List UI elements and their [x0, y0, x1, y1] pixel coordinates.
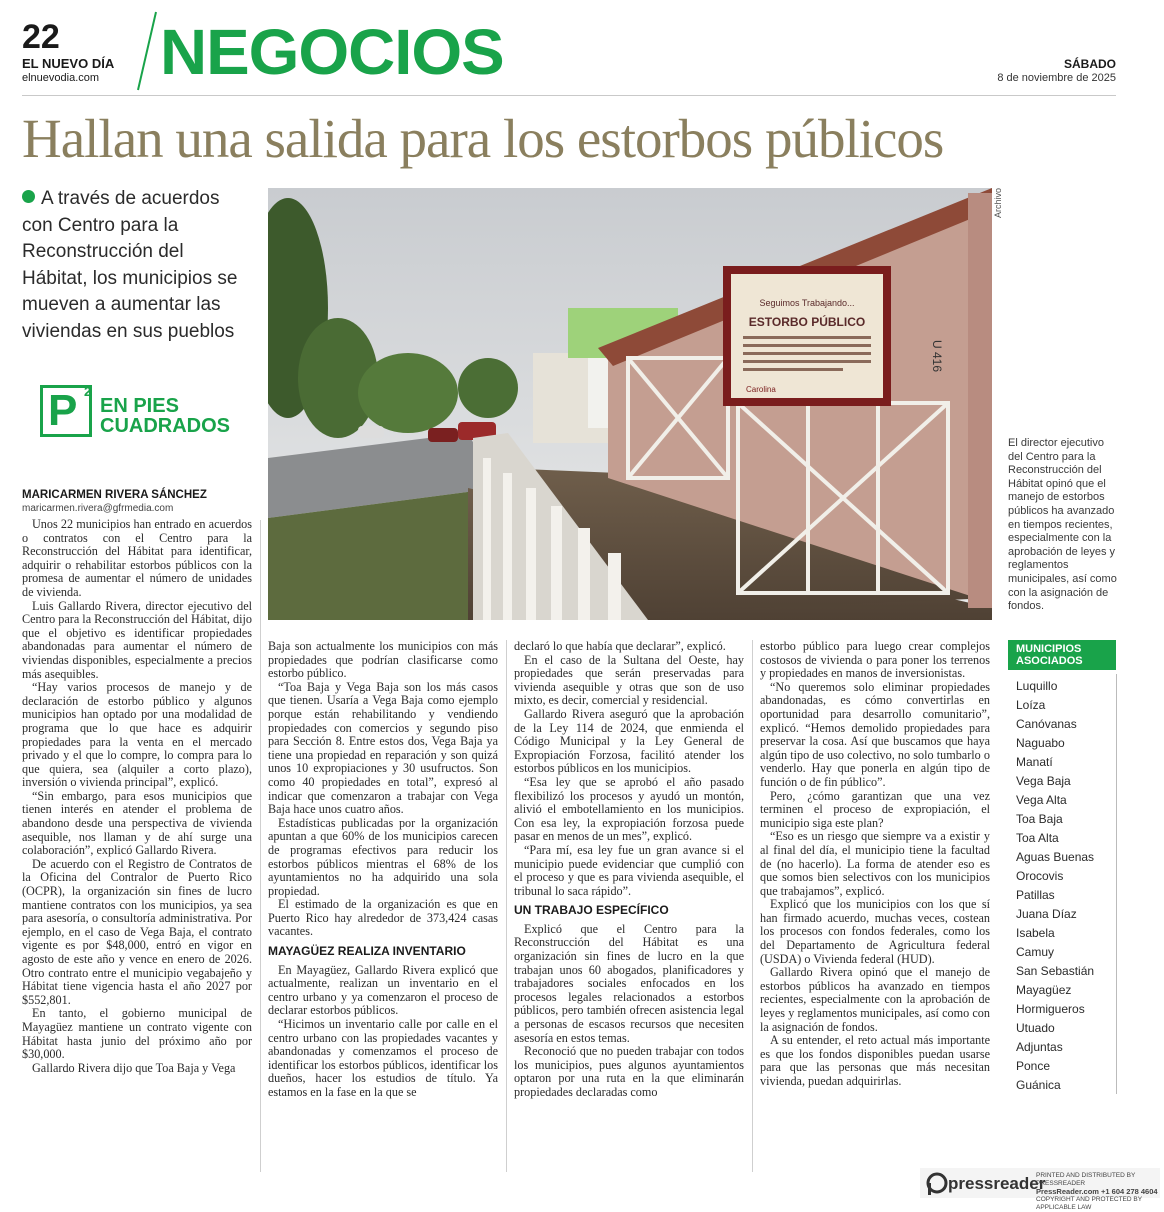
- list-item: Isabela: [1016, 926, 1055, 940]
- list-item: Orocovis: [1016, 869, 1064, 883]
- photo-sign-title: ESTORBO PÚBLICO: [748, 315, 866, 329]
- logo-text-line2: CUADRADOS: [100, 415, 230, 437]
- column-divider: [506, 640, 507, 1172]
- deck-text: A través de acuerdos con Centro para la Reconstrucción del Hábitat, los municipios se mueven a aumentar las viviendas en sus pueblos: [22, 188, 238, 342]
- list-item: Hormigueros: [1016, 1002, 1085, 1016]
- pressreader-notice: [1036, 1172, 1160, 1212]
- paragraph: Luis Gallardo Rivera, director ejecutivo del Centro para la Reconstrucción del Hábitat, dijo que el objetivo es identificar propiedades abandonadas para aumentar el número de viviendas disponibles, especialmente a precios más asequibles.: [22, 598, 252, 681]
- paragraph: El estimado de la organización es que en Puerto Rico hay alrededor de 373,424 casas vacantes.: [268, 897, 498, 939]
- article-column-4: [760, 640, 990, 1172]
- paragraph: Gallardo Rivera dijo que Toa Baja y Vega: [32, 1060, 236, 1075]
- list-item: Toa Baja: [1016, 812, 1063, 826]
- list-item: Aguas Buenas: [1016, 850, 1095, 864]
- header-rule: [22, 95, 1116, 96]
- paragraph: Gallardo Rivera aseguró que la aprobación de la Ley 114 de 2024, que enmienda el Código Municipal y la Ley General de Expropiación Forzosa, facilitó atender los estorbos públicos en los municipios.: [514, 706, 744, 776]
- article-column-2: [268, 640, 498, 1172]
- list-item: Mayagüez: [1016, 983, 1072, 997]
- paragraph: En Mayagüez, Gallardo Rivera explicó que actualmente, realizan un inventario en el centro urbano y ya comenzaron el proceso de declarar estorbos públicos.: [268, 962, 498, 1018]
- paragraph: estorbo público para luego crear complejos costosos de vivienda o para poner los terrenos y propiedades en manos de inversionistas.: [760, 640, 990, 681]
- paragraph: Explicó que el Centro para la Reconstrucción del Hábitat es una organización sin fines de lucro en la que trabajan unos 60 abogados, planificadores y trabajadores sociales enfocados en los procesos legales relacionados a estorbos públicos, pero también ofrecen asistencia legal a personas de escasos recursos que necesiten asesoría en estos temas.: [514, 921, 744, 1045]
- list-item: Loíza: [1016, 698, 1046, 712]
- section-title: NEGOCIOS: [160, 16, 504, 88]
- list-item: Utuado: [1016, 1021, 1055, 1035]
- column-divider: [260, 520, 261, 1172]
- paragraph: “Eso es un riesgo que siempre va a existir y al final del día, el municipio tiene la facultad de (no hacerlo). La forma de atender eso es que somos bien selectivos con los municipios que trabajamos”, explicó.: [760, 829, 990, 898]
- list-item: Juana Díaz: [1016, 907, 1077, 921]
- article-headline: Hallan una salida para los estorbos públicos: [22, 108, 944, 169]
- newspaper-website: elnuevodia.com: [22, 72, 100, 84]
- issue-day: SÁBADO: [1063, 57, 1116, 71]
- paragraph: Baja son actualmente los municipios con más propiedades que podrían clasificarse como estorbo público.: [268, 640, 498, 681]
- pressreader-line1: PRINTED AND DISTRIBUTED BY PRESSREADER: [1036, 1172, 1136, 1187]
- page-number: 22: [22, 18, 60, 56]
- paragraph: A su entender, el reto actual más importante es que los fondos disponibles puedan usarse para que las personas que más necesitan vivienda, puedan adquirirlas.: [760, 1033, 990, 1088]
- pressreader-brand: pressreader: [948, 1174, 1046, 1193]
- paragraph: Explicó que los municipios con los que sí han firmado acuerdo, muchas veces, costean los procesos con fondos federales, como los del Departamento de Agricultura federal (USDA) o Vivienda federal (HUD).: [760, 897, 990, 966]
- column-divider: [752, 640, 753, 1172]
- logo-text-line1: EN PIES: [100, 395, 179, 417]
- subheading: UN TRABAJO ESPECÍFICO: [514, 903, 669, 918]
- list-item: Toa Alta: [1016, 831, 1059, 845]
- sidebar-title: MUNICIPIOS ASOCIADOS: [1008, 640, 1116, 670]
- photo-sign-brand: Carolina: [746, 385, 776, 394]
- pressreader-line3: COPYRIGHT AND PROTECTED BY APPLICABLE LAW: [1036, 1196, 1142, 1211]
- article-photo: [268, 188, 992, 620]
- paragraph: “No queremos solo eliminar propiedades abandonadas, es cómo convertirlas en oportunidad para desarrollo comunitario”, explicó. “Hemos demolido propiedades para preservar la cosa. Así que buscamos que haya algún tipo de uso colectivo, no solo tumbarlo o venderlo. Hay que ponerla en algún tipo de función o de fin público”.: [760, 679, 990, 789]
- municipality-list: [1008, 674, 1117, 1094]
- article-column-1: [22, 518, 252, 1172]
- paragraph: Unos 22 municipios han entrado en acuerdos o contratos con el Centro para la Reconstrucción del Hábitat para identificar, adquirir o rehabilitar estorbos públicos con la promesa de aumentar el número de unidades de vivienda.: [22, 518, 252, 599]
- paragraph: En el caso de la Sultana del Oeste, hay propiedades que serán preservadas para vivienda asequible y otras que son de uso mixto, es decir, comercial y residencial.: [514, 652, 744, 708]
- list-item: Vega Baja: [1016, 774, 1071, 788]
- logo-superscript: 2: [84, 384, 92, 399]
- paragraph: “Toa Baja y Vega Baja son los más casos que tienen. Usaría a Vega Baja como ejemplo porque están rehabilitando y vendiendo propiedades con comercios y segundo piso para Sección 8. Entre estos dos, Vega Baja ya tiene una propiedad en reparación y son quizá unos 10 expropiaciones y 30 usufructos. Son como 40 propiedades en total”, expresó al indicar que comenzaron a trabajar con Vega Baja hace unos cuatro años.: [268, 679, 498, 817]
- pressreader-line2: PressReader.com +1 604 278 4604: [1036, 1187, 1158, 1196]
- paragraph: “Para mí, esa ley fue un gran avance si el municipio puede evidenciar que cumplió con el proceso y que es para vivienda asequible, el tribunal lo saca rápido”.: [514, 842, 744, 898]
- article-deck: [22, 186, 252, 345]
- list-item: Guánica: [1016, 1078, 1061, 1092]
- section-slash-divider: [134, 10, 160, 92]
- paragraph: “Sin embargo, para esos municipios que tienen interés en atender el problema de abandono desde una perspectiva de vivienda asequible, nos llaman y de ahí surge una colaboración”, explicó Gallardo Rivera.: [22, 788, 252, 858]
- paragraph: Gallardo Rivera opinó que el manejo de estorbos públicos ha avanzado en tiempos recientes, especialmente con la aprobación de leyes y reglamentos municipales, así como con la asignación de fondos.: [760, 965, 990, 1034]
- list-item: Vega Alta: [1016, 793, 1067, 807]
- photo-house-number: U 416: [930, 340, 944, 373]
- paragraph: declaró lo que había que declarar”, explicó.: [514, 640, 726, 653]
- list-item: Naguabo: [1016, 736, 1065, 750]
- paragraph: “Hicimos un inventario calle por calle en el centro urbano con las propiedades vacantes y abandonadas y comenzamos el proceso de identificar los estorbos públicos, identificar los dueños, hacer los estudios de título. Ya estamos en la fase en la que se: [268, 1017, 498, 1099]
- paragraph: De acuerdo con el Registro de Contratos de la Oficina del Contralor de Puerto Rico (OCPR), la organización sin fines de lucro mantiene contratos con los municipios, ya sea para asesoría, o consultoría administrativa. Por ejemplo, en el caso de Vega Baja, el contrato vigente es por $48,000, entró en vigor en agosto de este año y vence en enero de 2026. Otro contrato entre el municipio vegabajeño y Hábitat tiene vigencia hasta el año 2027 por $552,801.: [22, 856, 252, 1007]
- author-email: maricarmen.rivera@gfrmedia.com: [22, 503, 174, 514]
- list-item: Adjuntas: [1016, 1040, 1063, 1054]
- paragraph: Reconoció que no pueden trabajar con todos los municipios, pues algunos ayuntamientos optaron por una ruta en la que eliminarán propiedades declaradas como: [514, 1044, 744, 1099]
- list-item: Camuy: [1016, 945, 1055, 959]
- bullet-dot-icon: [22, 190, 35, 203]
- photo-credit: Archivo: [993, 188, 1003, 219]
- newspaper-name: EL NUEVO DÍA: [22, 56, 115, 71]
- article-column-3: [514, 640, 744, 1172]
- paragraph: “Hay varios procesos de manejo y de declaración de estorbo público y algunos municipios han optado por una modalidad de programa que lo que hace es adquirir propiedades para la venta en el mercado privado y el que lo compre, lo compra para lo que quiera, sea (alquiler a corto plazo), inversión o vivienda principal”, explicó.: [22, 680, 252, 790]
- paragraph: En tanto, el gobierno municipal de Mayagüez mantiene un contrato vigente con Hábitat hasta junio del próximo año por $30,000.: [22, 1006, 252, 1062]
- list-item: Luquillo: [1016, 679, 1058, 693]
- logo-letter: P: [48, 386, 78, 435]
- house-photo-illustration: [268, 188, 992, 620]
- list-item: Manatí: [1016, 755, 1053, 769]
- photo-caption: El director ejecutivo del Centro para la Reconstrucción del Hábitat opinó que el manejo de estorbos públicos ha avanzado en tiempos recientes, especialmente con la aprobación de leyes y reglamentos municipales, así como con la asignación de fondos.: [1008, 437, 1117, 613]
- photo-sign-line1: Seguimos Trabajando...: [759, 298, 855, 308]
- issue-date: 8 de noviembre de 2025: [997, 72, 1116, 84]
- paragraph: Pero, ¿cómo garantizan que una vez terminen el proceso de expropiación, el municipio siga este plan?: [760, 788, 990, 830]
- list-item: Patillas: [1016, 888, 1055, 902]
- list-item: San Sebastián: [1016, 964, 1095, 978]
- subheading: MAYAGÜEZ REALIZA INVENTARIO: [268, 944, 466, 959]
- list-item: Ponce: [1016, 1059, 1051, 1073]
- author-name: MARICARMEN RIVERA SÁNCHEZ: [22, 489, 207, 501]
- list-item: Canóvanas: [1016, 717, 1077, 731]
- paragraph: “Esa ley que se aprobó el año pasado flexibilizó los procesos y ayudó un montón, alivió el embotellamiento en los municipios. Con esa ley, la expropiación forzosa puede pasar en menos de un mes”, explicó.: [514, 774, 744, 844]
- paragraph: Estadísticas publicadas por la organización apuntan a que 60% de los municipios carecen de programas efectivos para reducir los estorbos públicos mientras el 68% de los ayuntamientos no ha adquirido una sola propiedad.: [268, 815, 498, 898]
